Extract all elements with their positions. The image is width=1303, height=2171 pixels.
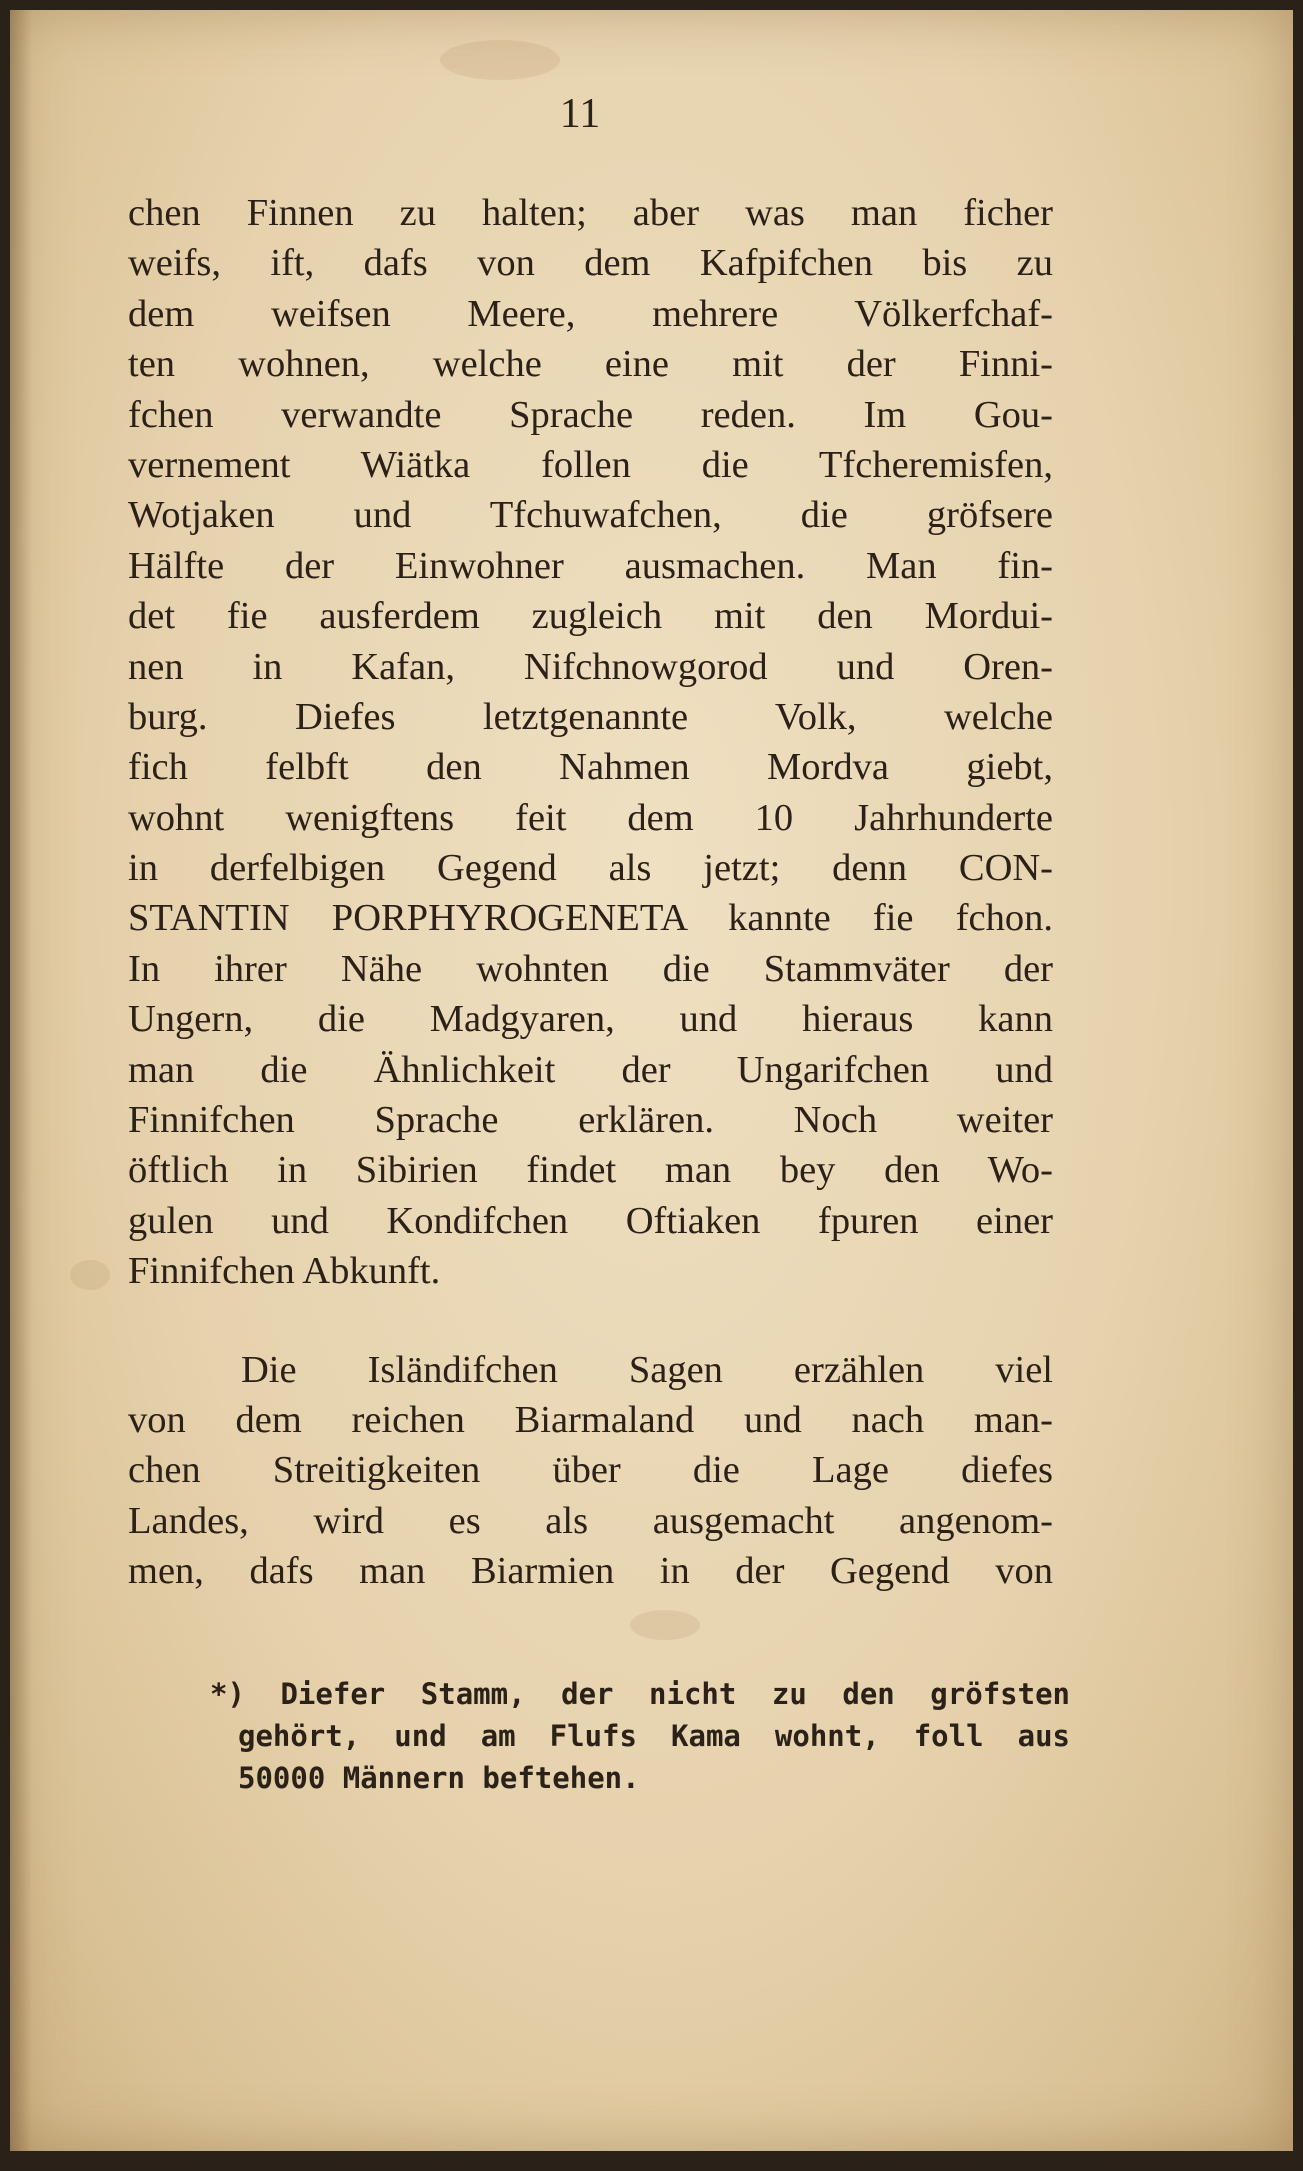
paper-stain xyxy=(70,1260,110,1290)
text-line: STANTIN PORPHYROGENETA kannte fie fchon. xyxy=(128,897,1053,940)
page-binding-shadow xyxy=(10,10,32,2151)
footnote-line: 50000 Männern beftehen. xyxy=(238,1761,640,1795)
text-line: men, dafs man Biarmien in der Gegend von xyxy=(128,1550,1053,1593)
text-line: Wotjaken und Tfchuwafchen, die gröfsere xyxy=(128,494,1053,537)
paragraph-gap xyxy=(128,1297,1053,1345)
text-line: det fie ausferdem zugleich mit den Mordui- xyxy=(128,595,1053,638)
book-page xyxy=(10,10,1293,2151)
text-line: Finnifchen Abkunft. xyxy=(128,1250,441,1293)
text-line: von dem reichen Biarmaland und nach man- xyxy=(128,1398,1053,1441)
text-line: Ungern, die Madgyaren, und hieraus kann xyxy=(128,998,1053,1041)
paper-stain xyxy=(630,1610,700,1640)
text-line: man die Ähnlichkeit der Ungarifchen und xyxy=(128,1048,1053,1091)
text-line: gulen und Kondifchen Oftiaken fpuren einer xyxy=(128,1199,1053,1242)
paper-stain xyxy=(440,40,560,80)
text-line: Hälfte der Einwohner ausmachen. Man fin- xyxy=(128,544,1053,587)
text-line: In ihrer Nähe wohnten die Stammväter der xyxy=(128,947,1053,990)
text-line: vernement Wiätka follen die Tfcheremisfen, xyxy=(128,443,1053,486)
text-line: fich felbft den Nahmen Mordva giebt, xyxy=(128,746,1053,789)
footnote-line: gehört, und am Flufs Kama wohnt, foll aus xyxy=(238,1719,1070,1753)
text-line: Die Isländifchen Sagen erzählen viel xyxy=(241,1348,1053,1391)
paragraph-2 xyxy=(128,1345,1053,1597)
text-line: weifs, ift, dafs von dem Kafpifchen bis zu xyxy=(128,242,1053,285)
text-line: burg. Diefes letztgenannte Volk, welche xyxy=(128,695,1053,738)
page-number: 11 xyxy=(559,91,601,137)
text-line: chen Streitigkeiten über die Lage diefes xyxy=(128,1449,1053,1492)
text-line: dem weifsen Meere, mehrere Völkerfchaf- xyxy=(128,292,1053,335)
text-line: öftlich in Sibirien findet man bey den Wo- xyxy=(128,1149,1053,1192)
body-text xyxy=(128,188,1053,1597)
text-line: in derfelbigen Gegend als jetzt; denn CON- xyxy=(128,847,1053,890)
paragraph-1 xyxy=(128,188,1053,1297)
text-line: fchen verwandte Sprache reden. Im Gou- xyxy=(128,393,1053,436)
text-line: nen in Kafan, Nifchnowgorod und Oren- xyxy=(128,645,1053,688)
text-line: chen Finnen zu halten; aber was man ficher xyxy=(128,192,1053,234)
text-line: Landes, wird es als ausgemacht angenom- xyxy=(128,1499,1053,1542)
text-line: ten wohnen, welche eine mit der Finni- xyxy=(128,343,1053,386)
footnote-line: *) Diefer Stamm, der nicht zu den gröfsten xyxy=(210,1677,1070,1711)
text-line: Finnifchen Sprache erklären. Noch weiter xyxy=(128,1099,1053,1142)
footnote xyxy=(210,1673,1070,1799)
text-line: wohnt wenigftens feit dem 10 Jahrhunderte xyxy=(128,796,1053,839)
